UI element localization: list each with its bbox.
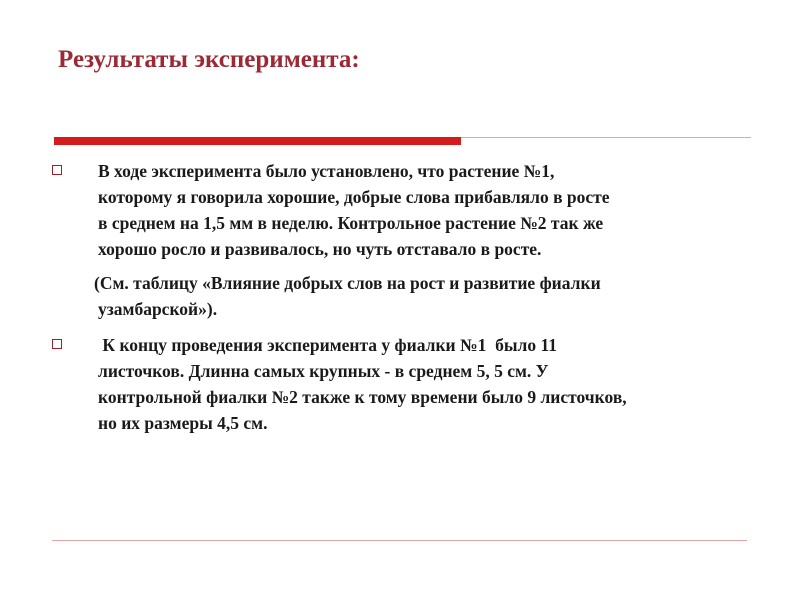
text-line: листочков. Длинна самых крупных - в среднем 5, 5 см. У <box>98 361 549 381</box>
slide-title: Результаты эксперимента: <box>58 46 360 73</box>
slide-body <box>52 158 782 436</box>
text-line: узамбарской»). <box>98 299 218 319</box>
bullet-item-2-text <box>98 332 782 436</box>
text-line: К концу проведения эксперимента у фиалки №1 было 11 <box>98 335 557 355</box>
text-line: В ходе эксперимента было установлено, что растение №1, <box>98 161 555 181</box>
square-bullet-icon <box>52 339 62 349</box>
title-divider-thick <box>54 137 461 145</box>
table-reference-note-text <box>94 270 782 322</box>
text-line: хорошо росло и развивалось, но чуть отставало в росте. <box>98 239 542 259</box>
footer-divider <box>52 540 747 541</box>
text-line: (См. таблицу «Влияние добрых слов на рост и развитие фиалки <box>94 273 601 293</box>
bullet-item-1-text <box>98 158 782 262</box>
square-bullet-icon <box>52 165 62 175</box>
bullet-item-1 <box>52 158 782 262</box>
table-reference-note <box>52 270 782 322</box>
text-line: контрольной фиалки №2 также к тому времени было 9 листочков, <box>98 387 627 407</box>
text-line: но их размеры 4,5 см. <box>98 413 268 433</box>
text-line: которому я говорила хорошие, добрые слова прибавляло в росте <box>98 187 610 207</box>
title-divider-thin <box>461 137 751 138</box>
text-line: в среднем на 1,5 мм в неделю. Контрольное растение №2 так же <box>98 213 604 233</box>
bullet-item-2 <box>52 332 782 436</box>
